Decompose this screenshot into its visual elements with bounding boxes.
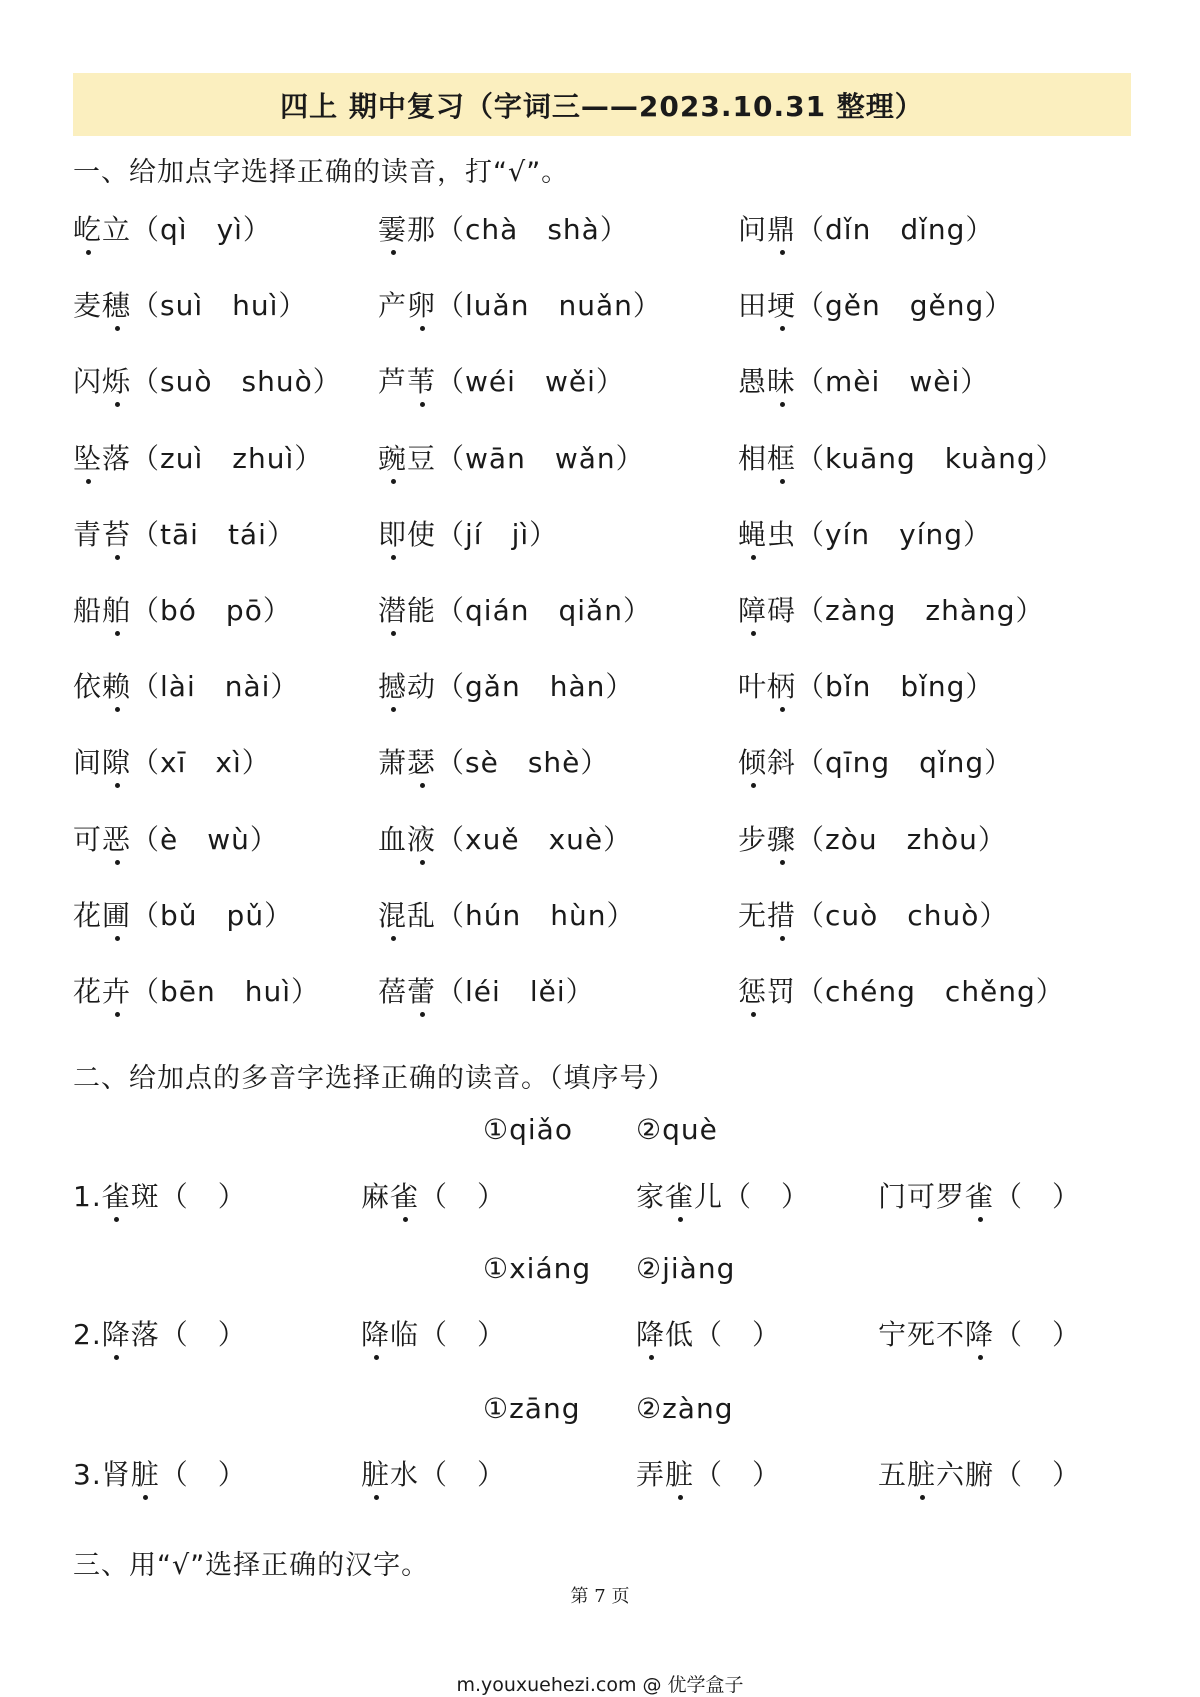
pinyin-choices[interactable]: （zuì zhuì） [131,441,324,475]
emphasis-dot-char: 降 [636,1313,665,1353]
emphasis-dot-char: 液 [407,818,436,858]
emphasis-dot-char: 雀 [665,1175,694,1215]
reading-row [73,970,1153,1020]
emphasis-dot-char: 赖 [102,665,131,705]
question-number: 1. [73,1180,102,1213]
word: 愚昧 [738,365,796,398]
emphasis-dot-char: 脏 [361,1453,390,1493]
word: 家雀儿 [636,1180,723,1213]
reading-row [73,513,1153,563]
word: 宁死不降 [878,1318,994,1351]
pinyin-choices[interactable]: （cuò chuò） [796,898,1009,932]
pinyin-choices[interactable]: （mèi wèi） [796,365,990,399]
option-2: ②zàng [636,1392,734,1425]
emphasis-dot-char: 坠 [73,437,102,477]
polyphone-row [73,1453,1153,1503]
reading-item [73,894,293,934]
pinyin-choices[interactable]: （hún hùn） [436,898,636,932]
option-2: ②jiàng [636,1252,736,1285]
pinyin-choices[interactable]: （xuě xuè） [436,822,633,856]
emphasis-dot-char: 即 [378,513,407,553]
pinyin-choices[interactable]: （xī xì） [131,746,271,780]
emphasis-dot-char: 障 [738,589,767,629]
word: 闪烁 [73,365,131,398]
emphasis-dot-char: 雀 [390,1175,419,1215]
emphasis-dot-char: 舶 [102,589,131,629]
pinyin-choices[interactable]: （chà shà） [436,213,629,246]
emphasis-dot-char: 鼎 [767,208,796,248]
emphasis-dot-char: 卉 [102,970,131,1010]
page-number: 第 7 页 [570,1586,630,1607]
polyphone-item [73,1175,247,1215]
page-title: 四上 期中复习（字词三——2023.10.31 整理） [73,73,1131,136]
word: 芦苇 [378,365,436,398]
reading-item [378,589,652,629]
emphasis-dot-char: 卵 [407,284,436,324]
pinyin-choices[interactable]: （kuāng kuàng） [796,441,1065,475]
reading-item [73,360,342,400]
emphasis-dot-char: 降 [102,1313,131,1353]
footer-watermark: m.youxuehezi.com @ 优学盒子 [456,1674,744,1696]
reading-item [378,970,595,1010]
pinyin-choices[interactable]: （bǐn bǐng） [796,670,995,704]
emphasis-dot-char: 撼 [378,665,407,705]
word: 问鼎 [738,213,796,246]
word: 花圃 [73,899,131,932]
emphasis-dot-char: 屹 [73,208,102,248]
polyphone-item [636,1453,781,1493]
answer-blank[interactable]: （ ） [694,1318,782,1351]
reading-item [378,741,609,781]
word: 降落 [102,1318,160,1351]
answer-blank[interactable]: （ ） [419,1458,507,1491]
pinyin-choices[interactable]: （zòu zhòu） [796,822,1007,856]
polyphone-item [361,1313,506,1353]
emphasis-dot-char: 雀 [965,1175,994,1215]
emphasis-dot-char: 隙 [102,741,131,781]
word: 五脏六腑 [878,1458,994,1491]
reading-row [73,208,1153,258]
answer-blank[interactable]: （ ） [723,1180,811,1213]
word: 雀斑 [102,1180,160,1213]
emphasis-dot-char: 烁 [102,360,131,400]
polyphone-item [636,1313,781,1353]
word: 降临 [361,1318,419,1351]
emphasis-dot-char: 圃 [102,894,131,934]
emphasis-dot-char: 柄 [767,665,796,705]
emphasis-dot-char: 埂 [767,284,796,324]
reading-item [378,208,629,248]
section-2-heading: 二、给加点的多音字选择正确的读音。（填序号） [73,1063,676,1094]
answer-blank[interactable]: （ ） [994,1458,1082,1491]
pinyin-choices[interactable]: （léi lěi） [436,975,595,1008]
reading-item [738,818,1007,858]
emphasis-dot-char: 苔 [102,513,131,553]
reading-item [378,894,636,934]
reading-item [378,513,558,553]
reading-row [73,818,1153,868]
word: 屹立 [73,213,131,246]
reading-item [73,741,271,781]
polyphone-row [73,1313,1153,1363]
reading-row [73,894,1153,944]
pinyin-choices[interactable]: （chéng chěng） [796,975,1065,1008]
word: 坠落 [73,442,131,475]
word: 青苔 [73,518,131,551]
emphasis-dot-char: 穗 [102,284,131,324]
emphasis-dot-char: 脏 [131,1453,160,1493]
reading-row [73,437,1153,487]
word: 无措 [738,899,796,932]
pinyin-choices[interactable]: （gǎn hàn） [436,670,635,704]
question-number: 2. [73,1318,102,1351]
pinyin-choices[interactable]: （yín yíng） [796,517,992,551]
emphasis-dot-char: 蝇 [738,513,767,553]
word: 豌豆 [378,442,436,475]
word: 潜能 [378,594,436,627]
answer-blank[interactable]: （ ） [694,1458,782,1491]
option-1: ①zāng [483,1392,581,1425]
reading-item [73,284,307,324]
emphasis-dot-char: 脏 [907,1453,936,1493]
reading-item [378,360,625,400]
word: 弄脏 [636,1458,694,1491]
polyphone-item [73,1453,247,1493]
emphasis-dot-char: 瑟 [407,741,436,781]
polyphone-item [878,1175,1081,1215]
word: 撼动 [378,670,436,703]
pinyin-choices[interactable]: （qīng qǐng） [796,746,1014,780]
word: 降低 [636,1318,694,1351]
reading-item [73,970,320,1010]
emphasis-dot-char: 降 [361,1313,390,1353]
reading-item [738,665,994,705]
answer-blank[interactable]: （ ） [419,1180,507,1213]
answer-blank[interactable]: （ ） [994,1318,1082,1351]
reading-item [738,437,1065,477]
section-1-heading: 一、给加点字选择正确的读音，打“√”。 [73,157,570,188]
word: 麦穗 [73,289,131,322]
answer-blank[interactable]: （ ） [159,1180,247,1213]
pinyin-choices[interactable]: （dǐn dǐng） [796,213,995,246]
polyphone-item [361,1175,506,1215]
reading-item [73,437,323,477]
polyphone-item [636,1175,810,1215]
answer-blank[interactable]: （ ） [419,1318,507,1351]
answer-blank[interactable]: （ ） [159,1318,247,1351]
emphasis-dot-char: 昧 [767,360,796,400]
word: 即使 [378,518,436,551]
reading-item [73,665,299,705]
option-2: ②què [636,1113,718,1146]
reading-item [73,513,296,553]
word: 血液 [378,823,436,856]
reading-item [378,818,632,858]
word: 依赖 [73,670,131,703]
reading-item [378,437,645,477]
word: 肾脏 [102,1458,160,1491]
polyphone-item [73,1313,247,1353]
polyphone-row [73,1175,1153,1225]
word: 可恶 [73,823,131,856]
word: 惩罚 [738,975,796,1008]
emphasis-dot-char: 潜 [378,589,407,629]
reading-item [738,208,994,248]
word: 产卵 [378,289,436,322]
word: 蝇虫 [738,518,796,551]
option-1: ①qiǎo [483,1113,573,1146]
word: 霎那 [378,213,436,246]
word: 脏水 [361,1458,419,1491]
reading-row [73,665,1153,715]
emphasis-dot-char: 苇 [407,360,436,400]
word: 花卉 [73,975,131,1008]
word: 障碍 [738,594,796,627]
emphasis-dot-char: 混 [378,894,407,934]
emphasis-dot-char: 豌 [378,437,407,477]
pinyin-choices[interactable]: （bēn huì） [131,975,321,1008]
emphasis-dot-char: 措 [767,894,796,934]
pinyin-choices[interactable]: （luǎn nuǎn） [436,289,662,323]
pinyin-choices[interactable]: （jí jì） [436,517,559,551]
word: 倾斜 [738,746,796,779]
answer-blank[interactable]: （ ） [159,1458,247,1491]
emphasis-dot-char: 惩 [738,970,767,1010]
emphasis-dot-char: 骤 [767,818,796,858]
reading-row [73,284,1153,334]
answer-blank[interactable]: （ ） [994,1180,1082,1213]
word: 船舶 [73,594,131,627]
word: 步骤 [738,823,796,856]
reading-item [378,284,662,324]
reading-item [738,284,1013,324]
pinyin-choices[interactable]: （gěn gěng） [796,289,1014,323]
reading-item [73,589,292,629]
polyphone-item [878,1453,1081,1493]
pinyin-choices[interactable]: （tāi tái） [131,517,296,551]
reading-item [738,970,1065,1010]
word: 相框 [738,442,796,475]
word: 麻雀 [361,1180,419,1213]
reading-item [738,513,992,553]
word: 田埂 [738,289,796,322]
option-1: ①xiáng [483,1252,592,1285]
reading-item [738,741,1013,781]
pinyin-choices[interactable]: （sè shè） [436,746,610,780]
polyphone-item [878,1313,1081,1353]
reading-item [738,360,989,400]
pinyin-choices[interactable]: （wéi wěi） [436,365,625,399]
pinyin-choices[interactable]: （è wù） [131,822,279,856]
reading-item [73,818,279,858]
reading-item [378,665,634,705]
polyphone-item [361,1453,506,1493]
reading-row [73,360,1153,410]
reading-item [738,589,1045,629]
word: 萧瑟 [378,746,436,779]
reading-item [738,894,1008,934]
question-number: 3. [73,1458,102,1491]
pinyin-choices[interactable]: （wān wǎn） [436,441,645,475]
emphasis-dot-char: 框 [767,437,796,477]
emphasis-dot-char: 蕾 [407,970,436,1010]
pinyin-choices[interactable]: （suò shuò） [131,365,342,399]
pinyin-choices[interactable]: （bó pō） [131,594,292,627]
pinyin-choices[interactable]: （qì yì） [131,213,272,246]
emphasis-dot-char: 倾 [738,741,767,781]
word: 叶柄 [738,670,796,703]
pinyin-choices[interactable]: （bǔ pǔ） [131,898,294,932]
pinyin-choices[interactable]: （qián qiǎn） [436,594,652,627]
word: 间隙 [73,746,131,779]
word: 蓓蕾 [378,975,436,1008]
pinyin-choices[interactable]: （suì huì） [131,289,308,323]
emphasis-dot-char: 雀 [102,1175,131,1215]
emphasis-dot-char: 降 [965,1313,994,1353]
reading-item [73,208,272,248]
word: 混乱 [378,899,436,932]
emphasis-dot-char: 霎 [378,208,407,248]
section-3-heading: 三、用“√”选择正确的汉字。 [73,1550,430,1581]
word: 门可罗雀 [878,1180,994,1213]
reading-row [73,741,1153,791]
reading-row [73,589,1153,639]
pinyin-choices[interactable]: （zàng zhàng） [796,594,1045,627]
emphasis-dot-char: 恶 [102,818,131,858]
emphasis-dot-char: 脏 [665,1453,694,1493]
pinyin-choices[interactable]: （lài nài） [131,670,300,704]
